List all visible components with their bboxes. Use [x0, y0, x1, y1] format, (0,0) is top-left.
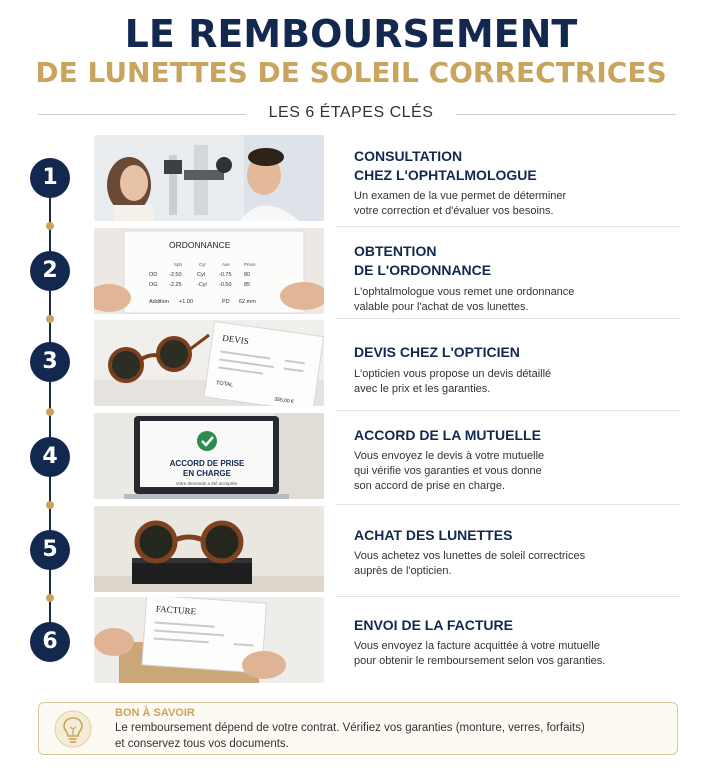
timeline-dot: [46, 501, 54, 509]
quote-total: TOTAL: [215, 380, 234, 389]
approval-text: ACCORD DE PRISE: [169, 459, 245, 468]
timeline-dot: [46, 222, 54, 230]
invoice-photo: [94, 597, 324, 683]
prescription-photo: [94, 228, 324, 314]
prescription-value: 80: [244, 272, 251, 278]
approval-text: EN CHARGE: [182, 469, 232, 478]
step-number: 4: [30, 437, 70, 477]
step-description-line: Vous achetez vos lunettes de soleil correctrices: [354, 550, 586, 562]
info-text: [115, 720, 675, 752]
prescription-value: -2.50: [169, 272, 182, 278]
step-title-line: CHEZ L'OPHTALMOLOGUE: [354, 167, 537, 183]
step-number: 1: [30, 158, 70, 198]
step-description: [354, 549, 684, 579]
prescription-value: -2.25: [169, 282, 182, 288]
approval-note: Votre demande a été acceptée.: [175, 481, 239, 486]
step-description: [354, 189, 684, 219]
divider-left: [38, 114, 246, 115]
prescription-col: Sph: [174, 262, 183, 267]
step-title: [354, 426, 684, 445]
approval-photo: [94, 413, 324, 499]
lightbulb-icon: [53, 709, 93, 749]
timeline-dot: [46, 408, 54, 416]
step-description-line: Vous envoyez le devis à votre mutuelle: [354, 450, 545, 462]
row-divider: [335, 596, 680, 597]
timeline-dot: [46, 594, 54, 602]
step-description: [354, 639, 684, 669]
prescription-og: OG: [149, 282, 158, 288]
step-description: [354, 449, 684, 494]
prescription-pd: PD: [222, 299, 230, 305]
divider-right: [456, 114, 676, 115]
prescription-od: OD: [149, 272, 158, 278]
quote-total-value: 355,00 €: [273, 396, 295, 406]
prescription-value: Cyl: [197, 272, 205, 278]
page-title-line2: DE LUNETTES DE SOLEIL CORRECTRICES: [35, 56, 667, 89]
row-divider: [335, 410, 680, 411]
info-text-line: et conservez tous vos documents.: [115, 738, 289, 750]
row-divider: [335, 226, 680, 227]
sunglasses-photo: [94, 506, 324, 592]
step-description-line: auprès de l'opticien.: [354, 565, 452, 577]
prescription-value: 85: [244, 282, 251, 288]
step-description-line: qui vérifie vos garanties et vous donne: [354, 465, 542, 477]
step-title-line: OBTENTION: [354, 243, 437, 259]
step-title-line: ENVOI DE LA FACTURE: [354, 617, 513, 633]
step-description-line: valable pour l'achat de vos lunettes.: [354, 301, 529, 313]
info-title: BON À SAVOIR: [115, 707, 195, 719]
invoice-heading: FACTURE: [155, 603, 197, 617]
consultation-photo: [94, 135, 324, 221]
page-subtitle: LES 6 ÉTAPES CLÉS: [268, 104, 434, 121]
prescription-value: -0.75: [219, 272, 232, 278]
step-description-line: votre correction et d'évaluer vos besoins.: [354, 205, 554, 217]
step-description-line: L'opticien vous propose un devis détaillé: [354, 368, 552, 380]
step-title: [354, 147, 684, 185]
step-description-line: son accord de prise en charge.: [354, 480, 506, 492]
page-title: LE REMBOURSEMENT: [124, 12, 578, 56]
prescription-heading: ORDONNANCE: [169, 240, 231, 250]
prescription-value: -Cyl: [197, 282, 207, 288]
step-description-line: Vous envoyez la facture acquittée à votre mutuelle: [354, 640, 600, 652]
step-title-line: ACHAT DES LUNETTES: [354, 527, 513, 543]
row-divider: [335, 504, 680, 505]
prescription-value: 62 mm: [239, 299, 256, 305]
good-to-know-box: [38, 702, 678, 755]
step-description-line: Un examen de la vue permet de déterminer: [354, 190, 567, 202]
step-title: [354, 616, 684, 635]
prescription-col: Axe: [222, 262, 230, 267]
prescription-col: Cyl: [199, 262, 206, 267]
step-number: 3: [30, 342, 70, 382]
step-description: [354, 367, 684, 397]
quote-heading: DEVIS: [221, 332, 250, 347]
quote-photo: [94, 320, 324, 406]
step-title: [354, 343, 684, 362]
step-title-line: CONSULTATION: [354, 148, 463, 164]
step-title: [354, 526, 684, 545]
step-description-line: L'ophtalmologue vous remet une ordonnance: [354, 286, 575, 298]
step-title-line: ACCORD DE LA MUTUELLE: [354, 427, 541, 443]
prescription-value: -0.50: [219, 282, 232, 288]
step-description-line: avec le prix et les garanties.: [354, 383, 491, 395]
prescription-col: Prism: [244, 262, 256, 267]
step-title: [354, 242, 684, 280]
step-number: 2: [30, 251, 70, 291]
step-title-line: DEVIS CHEZ L'OPTICIEN: [354, 344, 520, 360]
timeline-dot: [46, 315, 54, 323]
step-title-line: DE L'ORDONNANCE: [354, 262, 492, 278]
row-divider: [335, 318, 680, 319]
prescription-value: +1.00: [179, 299, 193, 305]
prescription-addition: Addition: [149, 299, 169, 305]
step-number: 5: [30, 530, 70, 570]
step-description-line: pour obtenir le remboursement selon vos garanties.: [354, 655, 606, 667]
step-number: 6: [30, 622, 70, 662]
info-text-line: Le remboursement dépend de votre contrat. Vérifiez vos garanties (monture, verres, forfaits): [115, 722, 585, 734]
step-description: [354, 285, 684, 315]
